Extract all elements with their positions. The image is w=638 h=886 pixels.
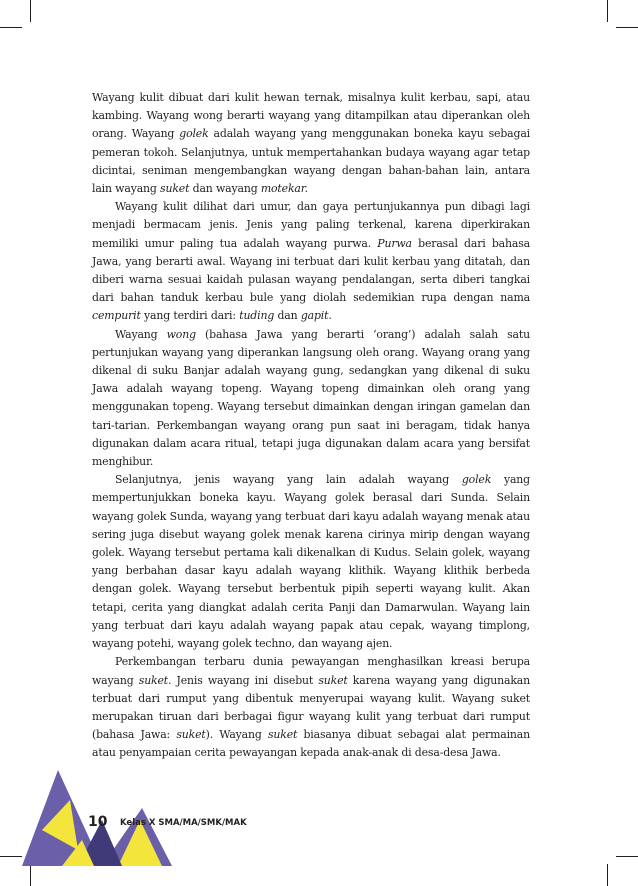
- text-run: Perkembangan terbaru dunia pewayangan menghasilkan kreasi berupa wayang: [92, 655, 530, 687]
- italic-term: suket: [318, 673, 348, 687]
- paragraph: [92, 471, 530, 653]
- crop-mark-top-left-v: [30, 0, 31, 22]
- text-run: (bahasa Jawa yang berarti ‘orang’) adalah salah satu pertunjukan wayang yang diperankan langsung oleh orang. Wayang orang yang dikenal di suku Banjar adalah wayang gung, sedangkan yang dikenal di suku Jawa adalah wayang topeng. Wayang topeng dimainkan oleh orang yang menggunakan topeng. Wayang tersebut dimainkan dengan iringan gamelan dan tari-tarian. Perkembangan wayang orang pun saat ini beragam, tidak hanya digunakan dalam acara ritual, tetapi juga digunakan dalam acara yang bersifat menghibur.: [92, 327, 530, 469]
- body-text: [92, 89, 530, 763]
- crop-mark-bottom-right-h: [616, 856, 638, 857]
- text-run: biasanya dibuat sebagai alat permainan atau penyampaian cerita pewayangan kepada anak-anak di desa-desa Jawa.: [92, 728, 530, 760]
- text-run: adalah wayang yang menggunakan boneka kayu sebagai pemeran tokoh. Selanjutnya, untuk mempertahankan budaya wayang agar tetap dicintai, seniman mengembangkan wayang dengan bahan-bahan lain, antara lain wayang: [92, 127, 531, 196]
- crop-mark-top-left-h: [0, 27, 22, 28]
- text-run: berasal dari bahasa Jawa, yang berarti awal. Wayang ini terbuat dari kulit kerbau yang ditatah, dan diberi warna sesuai kaidah pulasan wayang pendalangan, serta diberi tangkai dari bahan tanduk kerbau bule yang diolah sedemikian rupa dengan nama: [92, 236, 531, 305]
- italic-term: golek: [179, 127, 209, 141]
- page-number: 10: [88, 814, 108, 830]
- crop-mark-bottom-left-v: [30, 864, 31, 886]
- paragraph: [92, 89, 530, 198]
- book-label: Kelas X SMA/MA/SMK/MAK: [120, 818, 247, 828]
- paragraph: [92, 198, 530, 325]
- paragraph: [92, 653, 530, 762]
- text-run: yang terdiri dari:: [140, 309, 240, 323]
- italic-term: suket: [138, 673, 169, 687]
- crop-mark-bottom-right-v: [607, 864, 608, 886]
- decorative-triangles-graphic: [22, 760, 172, 866]
- crop-mark-bottom-left-h: [0, 856, 22, 857]
- paragraph: [92, 326, 530, 472]
- text-run: karena wayang yang digunakan terbuat dari rumput yang dibentuk menyerupai wayang kulit. Wayang suket merupakan tiruan dari berbagai figur wayang kulit yang terbuat dari rumput (bahasa Jawa:: [92, 673, 530, 742]
- italic-term: gapit: [300, 309, 329, 323]
- text-run: dan: [274, 309, 301, 323]
- italic-term: wong: [166, 327, 196, 341]
- italic-term: Purwa: [377, 236, 412, 250]
- text-run: Selanjutnya, jenis wayang yang lain adalah wayang: [115, 473, 462, 487]
- text-run: dan wayang: [189, 182, 261, 196]
- text-run: Wayang kulit dilihat dari umur, dan gaya pertunjukannya pun dibagi lagi menjadi bermacam jenis. Jenis yang paling terkenal, karena diperkirakan memiliki umur paling tua adalah wayang purwa.: [92, 200, 530, 250]
- text-run: Wayang: [115, 327, 167, 341]
- italic-term: suket: [267, 728, 298, 742]
- text-run: ). Wayang: [205, 728, 268, 742]
- text-run: . Jenis wayang ini disebut: [168, 673, 319, 687]
- italic-term: motekar.: [260, 182, 308, 196]
- italic-term: suket: [160, 182, 190, 196]
- italic-term: tuding: [239, 309, 275, 323]
- text-run: yang mempertunjukkan boneka kayu. Wayang golek berasal dari Sunda. Selain wayang golek Sunda, wayang yang terbuat dari kayu adalah wayang menak atau sering juga disebut wayang golek menak karena cirinya mirip dengan wayang golek. Wayang tersebut pertama kali dikenalkan di Kudus. Selain golek, wayang yang berbahan dasar kayu adalah wayang klithik. Wayang klithik berbeda dengan golek. Wayang tersebut berbentuk pipih seperti wayang kulit. Akan tetapi, cerita yang diangkat adalah cerita Panji dan Damarwulan. Wayang lain yang terbuat dari kayu adalah wayang papak atau cepak, wayang timplong, wayang potehi, wayang golek techno, dan wayang ajen.: [92, 473, 530, 651]
- crop-mark-top-right-v: [607, 0, 608, 22]
- italic-term: cempurit: [92, 309, 141, 323]
- text-run: .: [328, 309, 332, 323]
- italic-term: golek: [461, 473, 492, 487]
- crop-mark-top-right-h: [616, 27, 638, 28]
- italic-term: suket: [176, 728, 206, 742]
- text-run: Wayang kulit dibuat dari kulit hewan ternak, misalnya kulit kerbau, sapi, atau kambing. Wayang wong berarti wayang yang ditampilkan atau diperankan oleh orang. Wayang: [92, 91, 530, 141]
